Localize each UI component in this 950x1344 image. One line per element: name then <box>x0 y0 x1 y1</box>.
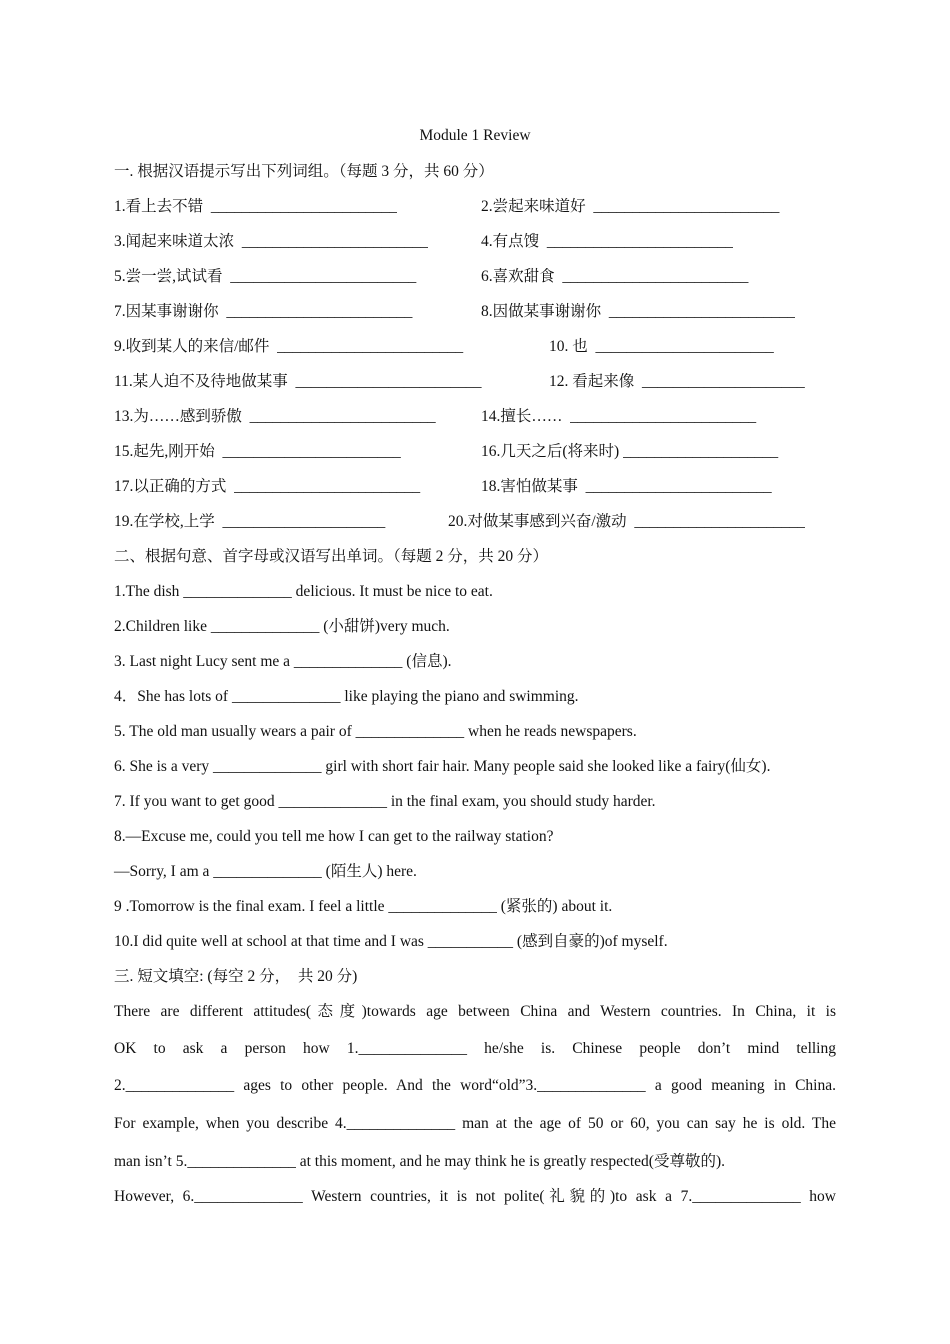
phrase-item-left: 5.尝一尝,试试看 ________________________ <box>114 268 417 285</box>
phrase-item-right: 8.因做某事谢谢你 ________________________ <box>481 303 795 320</box>
blank-item: —Sorry, I am a ______________ (陌生人) here. <box>114 863 417 880</box>
phrase-item-left: 7.因某事谢谢你 ________________________ <box>114 303 413 320</box>
passage-line: OK to ask a person how 1.______________ he/she is. Chinese people don’t mind telling <box>114 1040 836 1057</box>
blank-item: 4．She has lots of ______________ like playing the piano and swimming. <box>114 688 579 705</box>
section3-heading: 三. 短文填空: (每空 2 分， 共 20 分) <box>114 968 358 985</box>
blank-item: 10.I did quite well at school at that time and I was ___________ (感到自豪的)of myself. <box>114 933 668 950</box>
phrase-item-left: 3.闻起来味道太浓 ________________________ <box>114 233 428 250</box>
section1-heading: 一. 根据汉语提示写出下列词组。（每题 3 分，共 60 分） <box>114 163 494 180</box>
blank-item: 1.The dish ______________ delicious. It must be nice to eat. <box>114 583 493 600</box>
passage-line: There are different attitudes(态度)towards age between China and Western countries. In China, it is <box>114 1003 836 1020</box>
phrase-item-right: 6.喜欢甜食 ________________________ <box>481 268 749 285</box>
phrase-item-left: 17.以正确的方式 ________________________ <box>114 478 421 495</box>
passage-line: For example, when you describe 4.______________ man at the age of 50 or 60, you can say he is old. The <box>114 1115 836 1132</box>
phrase-item-right: 14.擅长…… ________________________ <box>481 408 757 425</box>
blank-item: 3. Last night Lucy sent me a ______________ (信息). <box>114 653 452 670</box>
phrase-item-left: 13.为……感到骄傲 ________________________ <box>114 408 436 425</box>
phrase-item-right: 2.尝起来味道好 ________________________ <box>481 198 780 215</box>
section2-heading: 二、根据句意、首字母或汉语写出单词。（每题 2 分，共 20 分） <box>114 548 549 565</box>
blank-item: 2.Children like ______________ (小甜饼)very much. <box>114 618 450 635</box>
blank-item: 6. She is a very ______________ girl with short fair hair. Many people said she looked like a fairy(仙女). <box>114 758 771 775</box>
passage-line: However, 6.______________ Western countries, it is not polite(礼貌的)to ask a 7.______________ how <box>114 1188 836 1205</box>
phrase-item-left: 15.起先,刚开始 _______________________ <box>114 443 401 460</box>
passage-line: man isn’t 5.______________ at this moment, and he may think he is greatly respected(受尊敬的). <box>114 1153 725 1170</box>
blank-item: 7. If you want to get good ______________ in the final exam, you should study harder. <box>114 793 656 810</box>
phrase-item-left: 9.收到某人的来信/邮件 ________________________ <box>114 338 464 355</box>
phrase-item-right: 20.对做某事感到兴奋/激动 ______________________ <box>448 513 805 530</box>
blank-item: 8.—Excuse me, could you tell me how I can get to the railway station? <box>114 828 554 845</box>
passage-line: 2.______________ ages to other people. And the word“old”3.______________ a good meaning in China. <box>114 1077 836 1094</box>
phrase-item-right: 16.几天之后(将来时) ____________________ <box>481 443 779 460</box>
phrase-item-right: 10. 也 _______________________ <box>549 338 774 355</box>
phrase-item-left: 19.在学校,上学 _____________________ <box>114 513 386 530</box>
phrase-item-left: 1.看上去不错 ________________________ <box>114 198 397 215</box>
phrase-item-right: 18.害怕做某事 ________________________ <box>481 478 772 495</box>
blank-item: 9 .Tomorrow is the final exam. I feel a little ______________ (紧张的) about it. <box>114 898 613 915</box>
phrase-item-left: 11.某人迫不及待地做某事 ________________________ <box>114 373 482 390</box>
blank-item: 5. The old man usually wears a pair of ______________ when he reads newspapers. <box>114 723 637 740</box>
phrase-item-right: 4.有点馊 ________________________ <box>481 233 733 250</box>
page-title: Module 1 Review <box>419 127 531 144</box>
phrase-item-right: 12. 看起来像 _____________________ <box>549 373 805 390</box>
